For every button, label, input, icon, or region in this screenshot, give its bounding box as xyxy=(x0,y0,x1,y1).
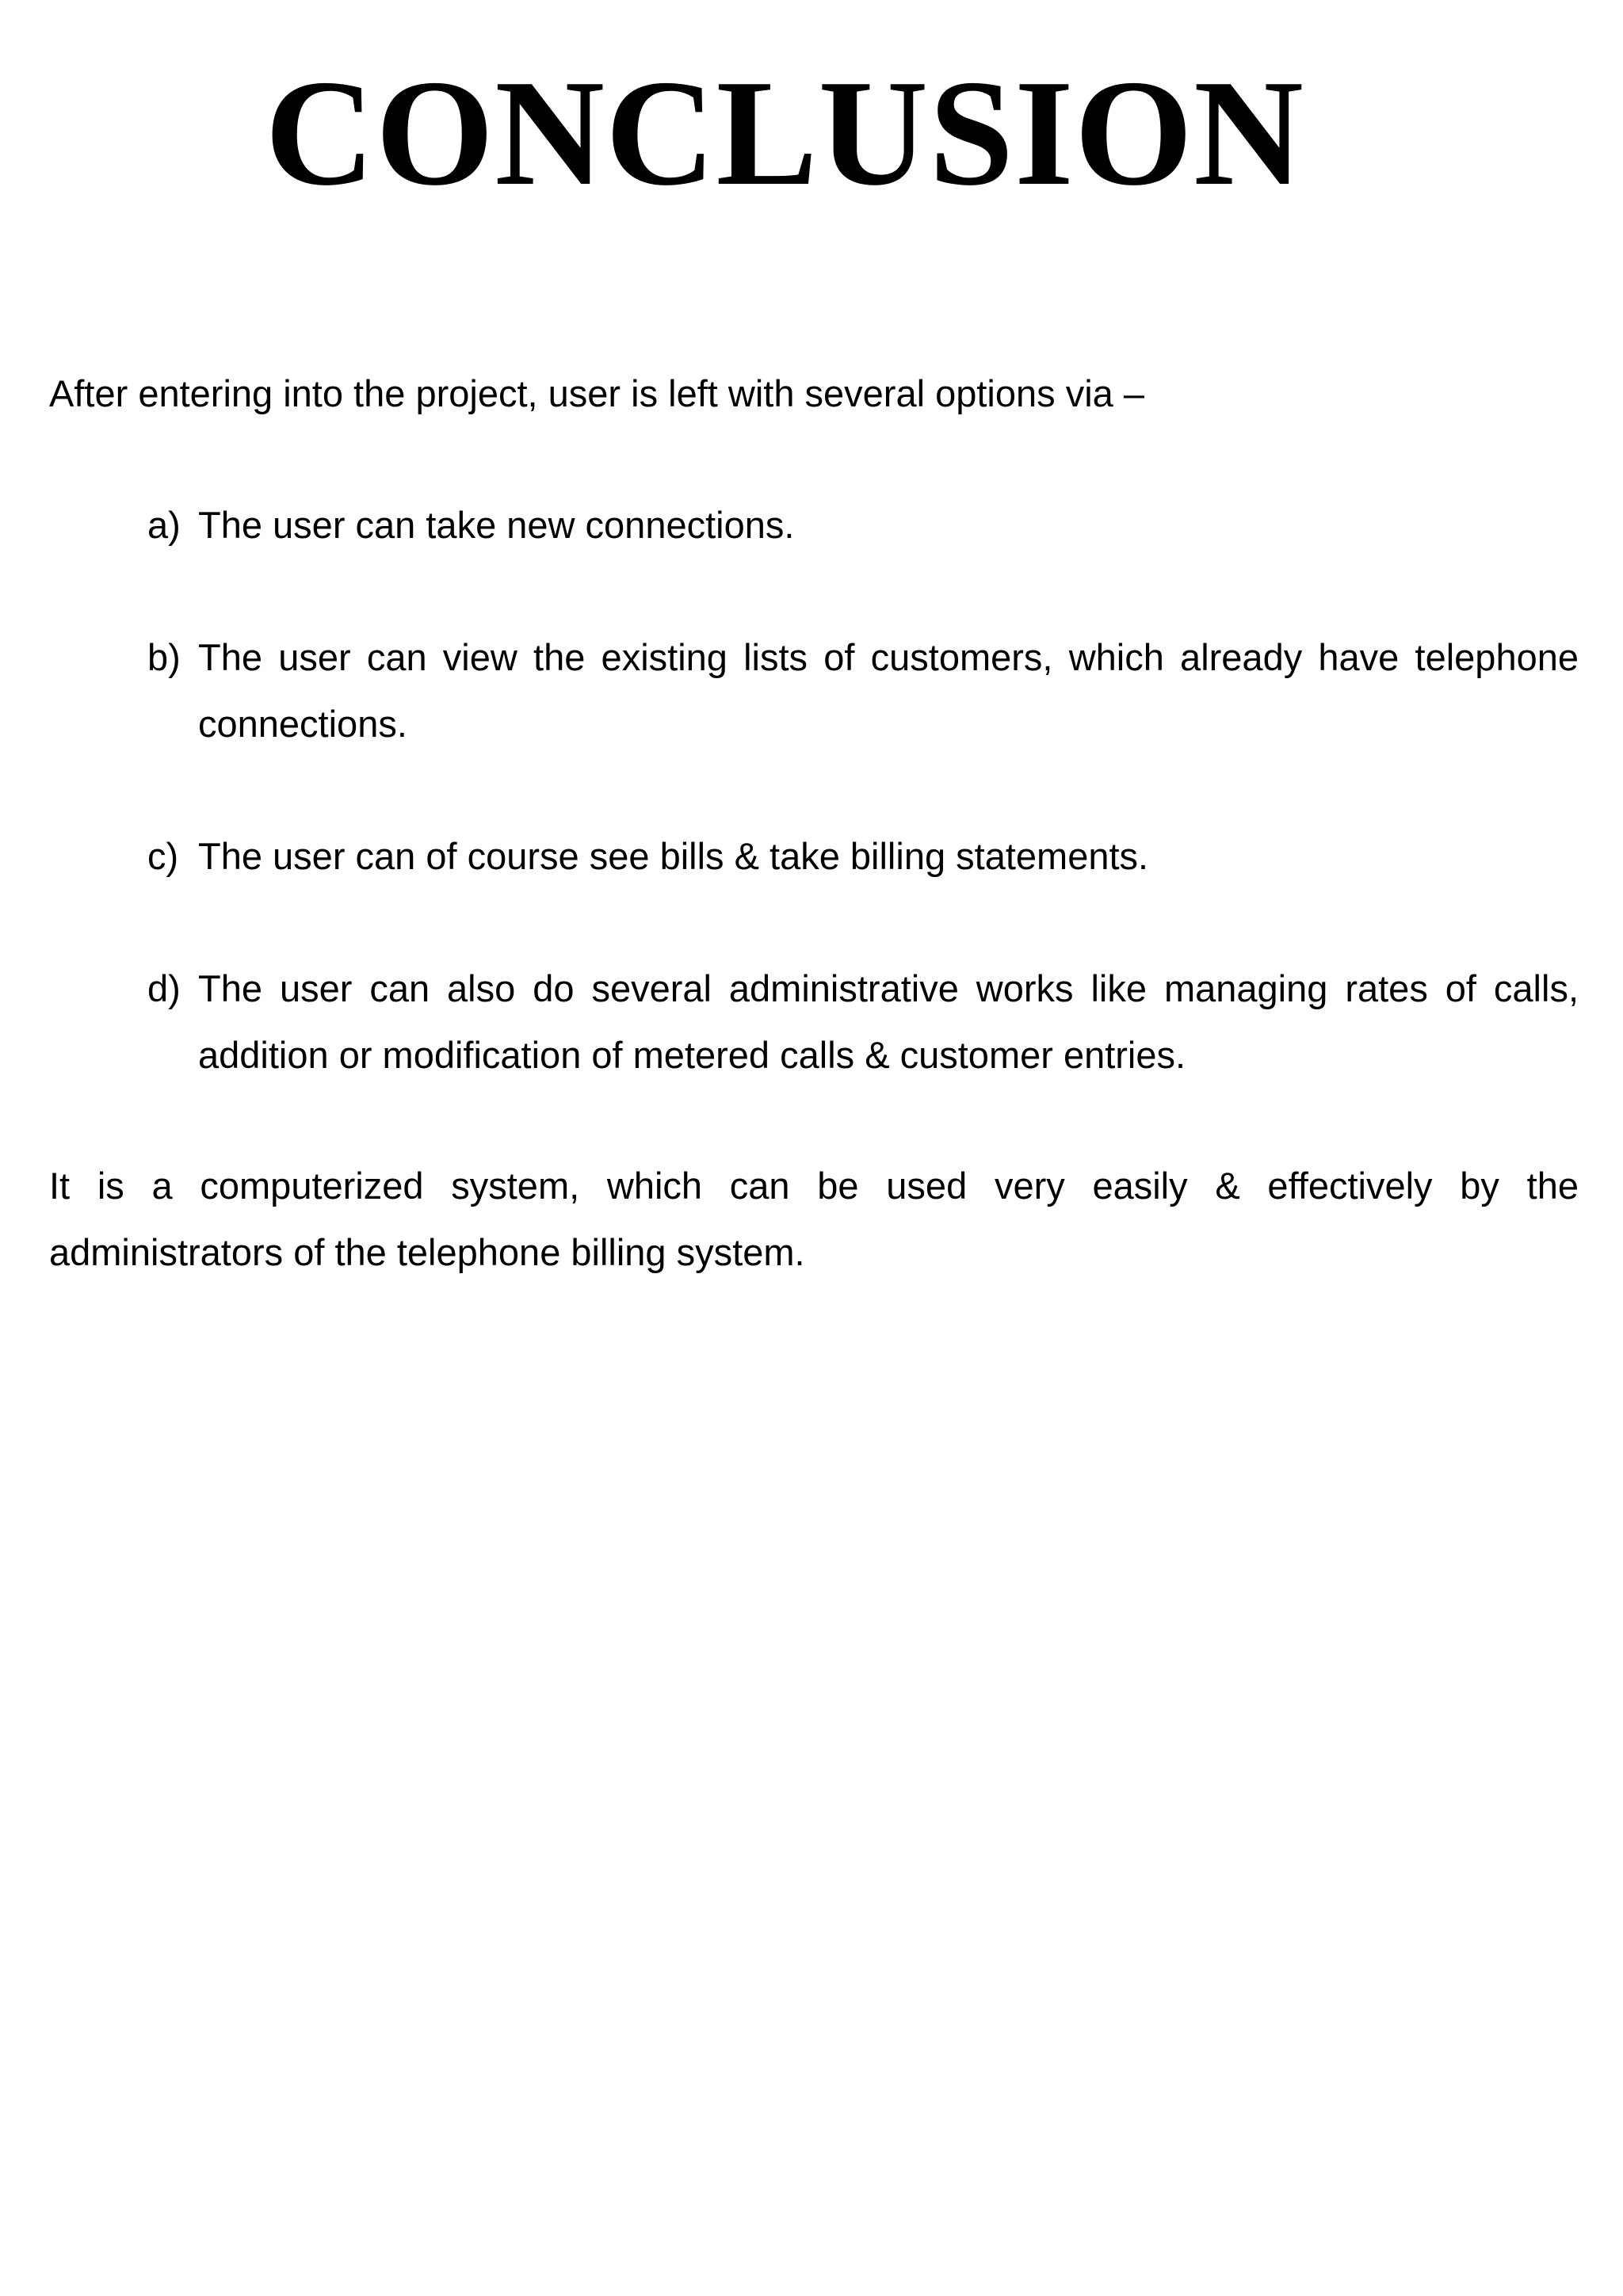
closing-paragraph: It is a computerized system, which can be used very easily & effectively by the administrators of the telephone billing system. xyxy=(49,1165,1579,1273)
list-marker: c) xyxy=(147,835,179,877)
options-list xyxy=(147,492,1579,1154)
list-item xyxy=(147,492,1579,559)
page-title: CONCLUSION xyxy=(265,48,1304,217)
list-item-text: The user can take new connections. xyxy=(198,504,795,546)
list-item-text: The user can of course see bills & take billing statements. xyxy=(198,835,1149,877)
list-item xyxy=(147,823,1579,890)
list-marker: b) xyxy=(147,636,181,678)
list-marker: a) xyxy=(147,504,181,546)
list-item xyxy=(147,955,1579,1089)
list-marker: d) xyxy=(147,967,181,1009)
intro-paragraph: After entering into the project, user is left with several options via – xyxy=(49,372,1144,414)
list-item xyxy=(147,624,1579,757)
list-item-text: The user can view the existing lists of customers, which already have telephone connections. xyxy=(198,636,1579,745)
list-item-text: The user can also do several administrative works like managing rates of calls, addition or modification of metered calls & customer entries. xyxy=(198,967,1579,1076)
